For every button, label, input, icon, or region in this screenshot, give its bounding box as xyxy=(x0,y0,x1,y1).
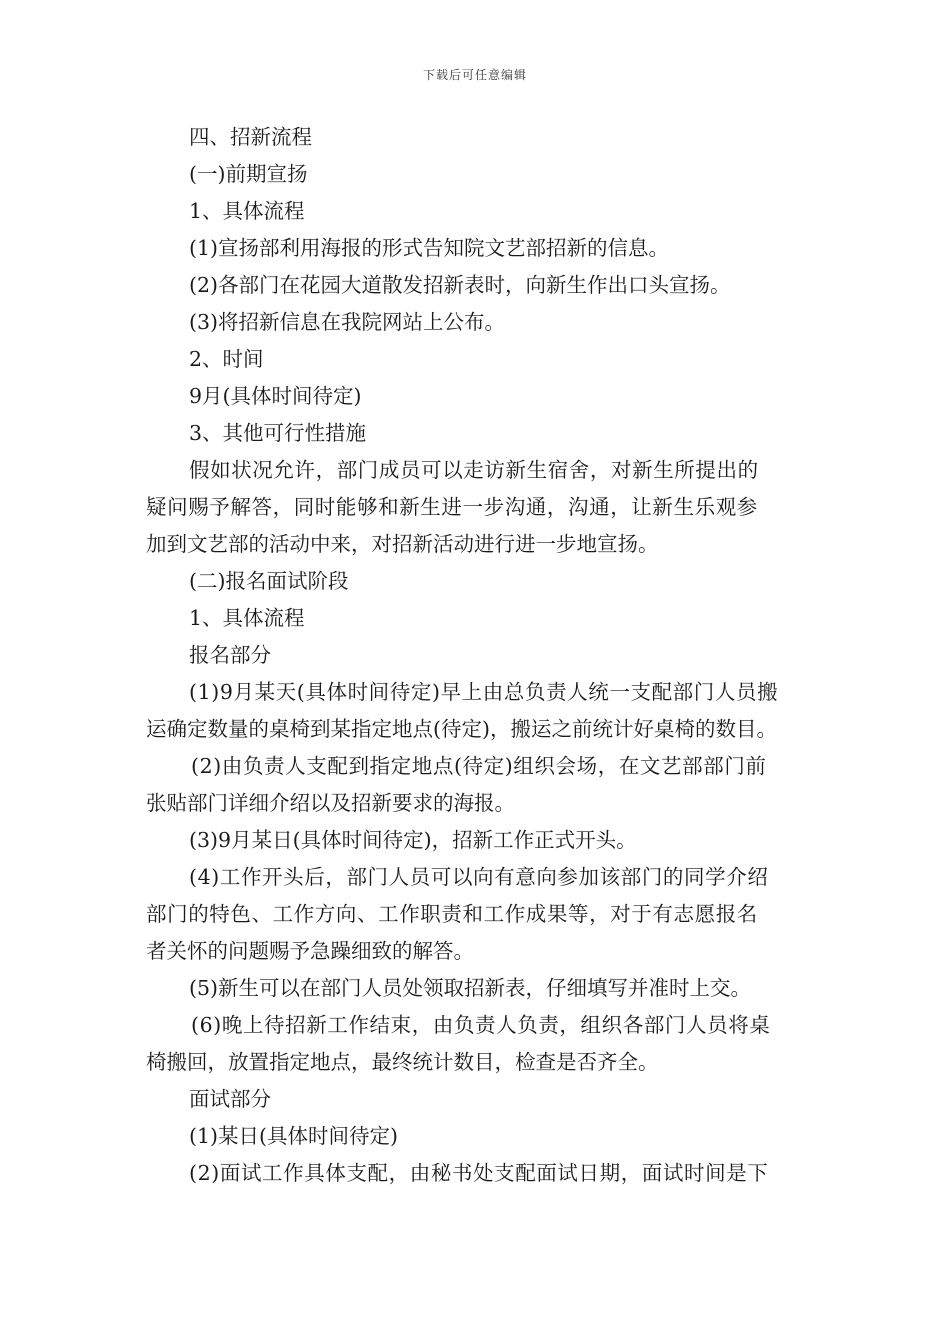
document-body xyxy=(146,119,814,1192)
paragraph-line: (2)由负责人支配到指定地点(待定)组织会场，在文艺部部门前 xyxy=(191,754,767,778)
paragraph-line: (1)某日(具体时间待定) xyxy=(189,1124,399,1148)
paragraph-line: (5)新生可以在部门人员处领取招新表，仔细填写并准时上交。 xyxy=(189,976,752,1000)
paragraph-line: 假如状况允许，部门成员可以走访新生宿舍，对新生所提出的 xyxy=(189,458,759,482)
paragraph-line: (3)将招新信息在我院网站上公布。 xyxy=(189,310,506,334)
subsection-heading: (二)报名面试阶段 xyxy=(189,569,349,593)
item-heading: 2、时间 xyxy=(189,347,264,371)
subsection-heading: (一)前期宣扬 xyxy=(189,162,308,186)
paragraph-line: 运确定数量的桌椅到某指定地点(待定)，搬运之前统计好桌椅的数目。 xyxy=(146,717,777,741)
paragraph-line: (3)9月某日(具体时间待定)，招新工作正式开头。 xyxy=(189,828,637,852)
paragraph-line: 椅搬回，放置指定地点，最终统计数目，检查是否齐全。 xyxy=(146,1050,659,1074)
page-header: 下载后可任意编辑 xyxy=(422,68,527,82)
paragraph-line: 者关怀的问题赐予急躁细致的解答。 xyxy=(146,939,474,963)
paragraph-line: (1)宣扬部利用海报的形式告知院文艺部招新的信息。 xyxy=(189,236,670,260)
section-heading: 四、招新流程 xyxy=(189,125,312,149)
paragraph-line: 加到文艺部的活动中来，对招新活动进行进一步地宣扬。 xyxy=(146,532,659,556)
item-heading: 报名部分 xyxy=(189,643,271,667)
item-heading: 1、具体流程 xyxy=(189,199,305,223)
item-heading: 3、其他可行性措施 xyxy=(189,421,367,445)
paragraph-line: 9月(具体时间待定) xyxy=(189,384,362,408)
paragraph-line: (2)各部门在花园大道散发招新表时，向新生作出口头宣扬。 xyxy=(189,273,731,297)
paragraph-line: (1)9月某天(具体时间待定)早上由总负责人统一支配部门人员搬 xyxy=(189,680,779,704)
paragraph-line: 疑问赐予解答，同时能够和新生进一步沟通，沟通，让新生乐观参 xyxy=(146,495,758,519)
item-heading: 1、具体流程 xyxy=(189,606,305,630)
paragraph-line: 张贴部门详细介绍以及招新要求的海报。 xyxy=(146,791,515,815)
paragraph-line: 部门的特色、工作方向、工作职责和工作成果等，对于有志愿报名 xyxy=(146,902,758,926)
item-heading: 面试部分 xyxy=(189,1087,271,1111)
paragraph-line: (4)工作开头后，部门人员可以向有意向参加该部门的同学介绍 xyxy=(189,865,769,889)
paragraph-line: (6)晚上待招新工作结束，由负责人负责，组织各部门人员将桌 xyxy=(191,1013,771,1037)
paragraph-line: (2)面试工作具体支配，由秘书处支配面试日期，面试时间是下 xyxy=(189,1161,769,1185)
